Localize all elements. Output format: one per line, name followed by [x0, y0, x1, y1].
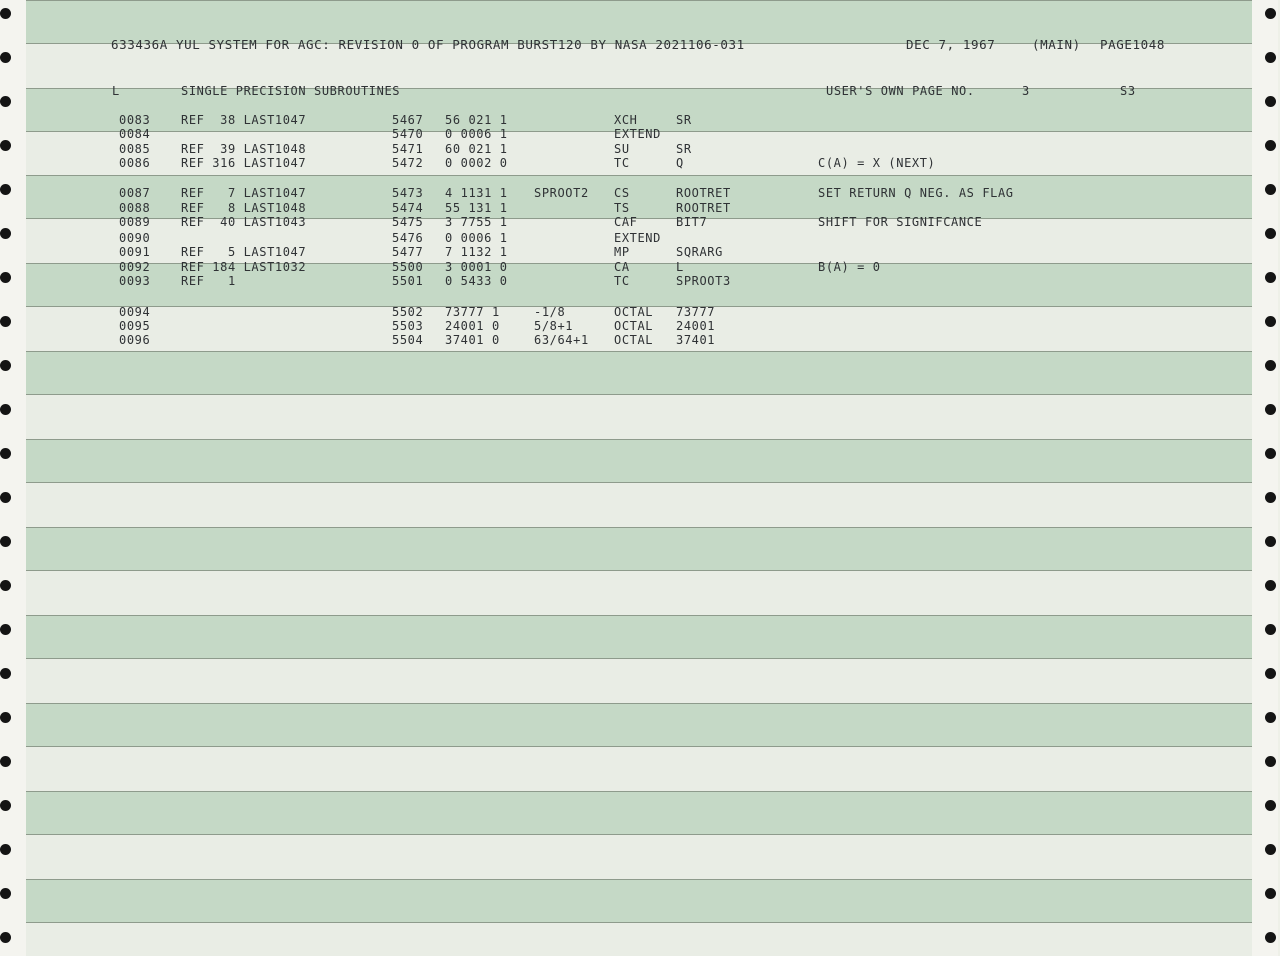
operand: ROOTRET — [676, 186, 731, 200]
sprocket-hole — [0, 96, 11, 107]
sprocket-hole — [0, 932, 11, 943]
octal-word: 55 131 1 — [445, 201, 508, 215]
opcode: MP — [614, 245, 630, 259]
address: 5467 — [392, 113, 424, 127]
opcode: OCTAL — [614, 333, 654, 347]
octal-word: 3 7755 1 — [445, 215, 508, 229]
address: 5501 — [392, 274, 424, 288]
sprocket-hole — [0, 712, 11, 723]
operand: BIT7 — [676, 215, 708, 229]
octal-word: 56 021 1 — [445, 113, 508, 127]
ref-field: REF 39 LAST1048 — [181, 142, 307, 156]
opcode: EXTEND — [614, 231, 661, 245]
line-number: 0084 — [119, 127, 151, 141]
operand: Q — [676, 156, 684, 170]
ref-field: REF 8 LAST1048 — [181, 201, 307, 215]
sprocket-hole — [1265, 800, 1276, 811]
address: 5472 — [392, 156, 424, 170]
operand: 37401 — [676, 333, 716, 347]
line-number: 0095 — [119, 319, 151, 333]
sprocket-hole — [0, 360, 11, 371]
sprocket-hole — [1265, 228, 1276, 239]
ref-field: REF 184 LAST1032 — [181, 260, 307, 274]
opcode: CAF — [614, 215, 638, 229]
sprocket-hole — [1265, 712, 1276, 723]
sprocket-hole — [1265, 404, 1276, 415]
line-number: 0094 — [119, 305, 151, 319]
comment: SHIFT FOR SIGNIFCANCE — [818, 215, 983, 229]
octal-word: 0 0002 0 — [445, 156, 508, 170]
operand: 73777 — [676, 305, 716, 319]
users-page-label: USER'S OWN PAGE NO. — [826, 84, 975, 98]
sprocket-hole — [0, 140, 11, 151]
opcode: OCTAL — [614, 319, 654, 333]
operand: SR — [676, 113, 692, 127]
sprocket-hole — [0, 184, 11, 195]
sprocket-hole — [0, 756, 11, 767]
line-number: 0088 — [119, 201, 151, 215]
ref-field: REF 1 — [181, 274, 236, 288]
comment: SET RETURN Q NEG. AS FLAG — [818, 186, 1014, 200]
address: 5504 — [392, 333, 424, 347]
sprocket-hole — [1265, 668, 1276, 679]
line-number: 0096 — [119, 333, 151, 347]
line-number: 0089 — [119, 215, 151, 229]
operand: 24001 — [676, 319, 716, 333]
green-bar-paper — [26, 0, 1252, 956]
sprocket-hole — [0, 536, 11, 547]
opcode: XCH — [614, 113, 638, 127]
sprocket-hole — [1265, 52, 1276, 63]
right-tractor-margin — [1252, 0, 1278, 956]
green-bar-band — [26, 703, 1252, 747]
section-code: S3 — [1120, 84, 1136, 98]
listing-header-page: PAGE1048 — [1100, 37, 1166, 52]
opcode: CA — [614, 260, 630, 274]
sprocket-hole — [0, 8, 11, 19]
section-marker: L — [112, 84, 120, 98]
sprocket-hole — [0, 448, 11, 459]
sprocket-hole — [0, 316, 11, 327]
green-bar-band — [26, 439, 1252, 483]
operand: SPROOT3 — [676, 274, 731, 288]
listing-header-title: 633436A YUL SYSTEM FOR AGC: REVISION 0 OF PROGRAM BURST120 BY NASA 2021106-031 — [111, 37, 745, 52]
comment: B(A) = 0 — [818, 260, 881, 274]
green-bar-band — [26, 351, 1252, 395]
line-number: 0086 — [119, 156, 151, 170]
sprocket-hole — [0, 272, 11, 283]
symbol-label: -1/8 — [534, 305, 566, 319]
opcode: EXTEND — [614, 127, 661, 141]
section-title: SINGLE PRECISION SUBROUTINES — [181, 84, 401, 98]
symbol-label: 5/8+1 — [534, 319, 574, 333]
sprocket-hole — [0, 492, 11, 503]
address: 5470 — [392, 127, 424, 141]
operand: ROOTRET — [676, 201, 731, 215]
octal-word: 73777 1 — [445, 305, 500, 319]
octal-word: 7 1132 1 — [445, 245, 508, 259]
opcode: TS — [614, 201, 630, 215]
sprocket-hole — [1265, 448, 1276, 459]
sprocket-hole — [0, 888, 11, 899]
line-number: 0083 — [119, 113, 151, 127]
sprocket-hole — [1265, 96, 1276, 107]
sprocket-hole — [1265, 536, 1276, 547]
address: 5476 — [392, 231, 424, 245]
line-number: 0093 — [119, 274, 151, 288]
users-page-number: 3 — [1022, 84, 1030, 98]
listing-header-date: DEC 7, 1967 — [906, 37, 996, 52]
sprocket-hole — [1265, 360, 1276, 371]
opcode: SU — [614, 142, 630, 156]
sprocket-hole — [1265, 8, 1276, 19]
sprocket-hole — [0, 404, 11, 415]
operand: L — [676, 260, 684, 274]
comment: C(A) = X (NEXT) — [818, 156, 936, 170]
left-tractor-margin — [0, 0, 26, 956]
opcode: CS — [614, 186, 630, 200]
line-number: 0087 — [119, 186, 151, 200]
address: 5477 — [392, 245, 424, 259]
line-number: 0085 — [119, 142, 151, 156]
operand: SR — [676, 142, 692, 156]
sprocket-hole — [0, 844, 11, 855]
address: 5471 — [392, 142, 424, 156]
sprocket-hole — [0, 624, 11, 635]
address: 5500 — [392, 260, 424, 274]
sprocket-hole — [1265, 272, 1276, 283]
sprocket-hole — [1265, 888, 1276, 899]
ref-field: REF 5 LAST1047 — [181, 245, 307, 259]
octal-word: 24001 0 — [445, 319, 500, 333]
green-bar-band — [26, 527, 1252, 571]
line-number: 0092 — [119, 260, 151, 274]
listing-header-main: (MAIN) — [1032, 37, 1081, 52]
address: 5475 — [392, 215, 424, 229]
sprocket-hole — [1265, 492, 1276, 503]
green-bar-band — [26, 879, 1252, 923]
ref-field: REF 40 LAST1043 — [181, 215, 307, 229]
sprocket-hole — [1265, 580, 1276, 591]
sprocket-hole — [0, 228, 11, 239]
operand: SQRARG — [676, 245, 723, 259]
opcode: TC — [614, 156, 630, 170]
address: 5502 — [392, 305, 424, 319]
octal-word: 0 0006 1 — [445, 127, 508, 141]
sprocket-hole — [1265, 844, 1276, 855]
address: 5474 — [392, 201, 424, 215]
green-bar-band — [26, 791, 1252, 835]
symbol-label: SPROOT2 — [534, 186, 589, 200]
opcode: OCTAL — [614, 305, 654, 319]
octal-word: 37401 0 — [445, 333, 500, 347]
octal-word: 60 021 1 — [445, 142, 508, 156]
opcode: TC — [614, 274, 630, 288]
octal-word: 0 0006 1 — [445, 231, 508, 245]
sprocket-hole — [1265, 756, 1276, 767]
sprocket-hole — [0, 668, 11, 679]
sprocket-hole — [1265, 184, 1276, 195]
address: 5473 — [392, 186, 424, 200]
sprocket-hole — [1265, 624, 1276, 635]
octal-word: 3 0001 0 — [445, 260, 508, 274]
sprocket-hole — [0, 580, 11, 591]
line-number: 0090 — [119, 231, 151, 245]
octal-word: 0 5433 0 — [445, 274, 508, 288]
address: 5503 — [392, 319, 424, 333]
ref-field: REF 38 LAST1047 — [181, 113, 307, 127]
ref-field: REF 7 LAST1047 — [181, 186, 307, 200]
sprocket-hole — [1265, 140, 1276, 151]
ref-field: REF 316 LAST1047 — [181, 156, 307, 170]
sprocket-hole — [0, 52, 11, 63]
octal-word: 4 1131 1 — [445, 186, 508, 200]
sprocket-hole — [1265, 316, 1276, 327]
sprocket-hole — [0, 800, 11, 811]
line-number: 0091 — [119, 245, 151, 259]
symbol-label: 63/64+1 — [534, 333, 589, 347]
green-bar-band — [26, 615, 1252, 659]
sprocket-hole — [1265, 932, 1276, 943]
